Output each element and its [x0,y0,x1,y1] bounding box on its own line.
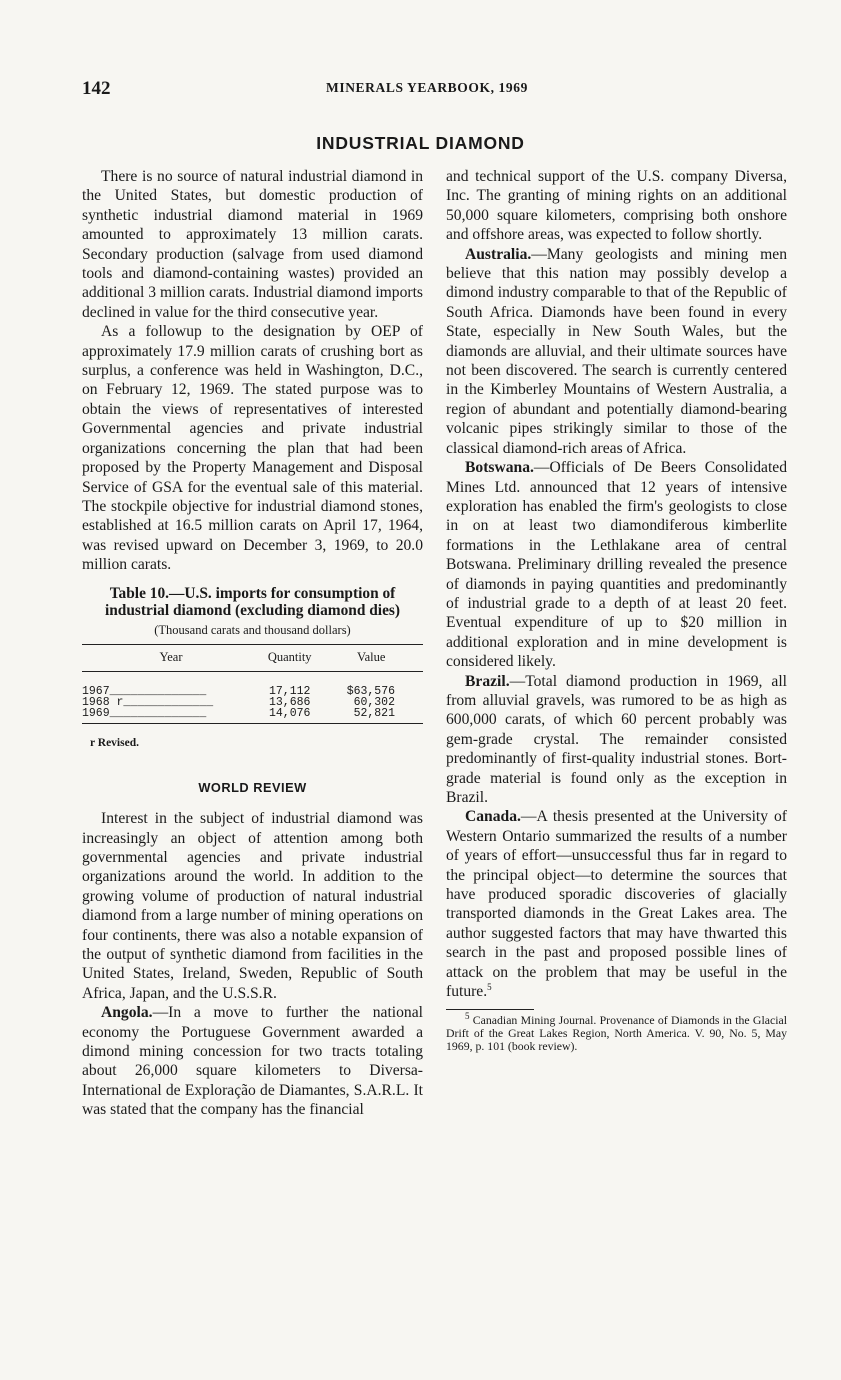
table-header-year: Year [82,644,260,671]
australia-text: —Many geologists and mining men believe that this nation may possibly develop a dimond industry comparable to that of the Republic of South Africa. Diamonds have been found in every State, especially in New South Wales, but the diamonds are alluvial, and their ultimate sources have not been discovered. The search is currently centered in the Kimberley Mountains of Western Australia, a region of abundant and potentially diamond-bearing volcanic pipes strikingly similar to those of the classical diamond-rich areas of Africa. [446,245,787,457]
page-number: 142 [82,78,111,99]
table-row [82,708,423,724]
stockpile-paragraph: As a followup to the designation by OEP of approximately 17.9 million carats of crushing bort as surplus, a conference was held in Washington, D.C., on February 12, 1969. The stated purpose was to obtain the views of representatives of interested Governmental agencies and private industrial organizations concerning the plan that had been proposed by the Property Management and Disposal Service of GSA for the eventual sale of this material. The stockpile objective for industrial diamond stones, established at 16.5 million carats on April 17, 1964, was revised upward on December 3, 1969, to 20.0 million carats. [82,323,423,574]
table-header-value: Value [319,644,423,671]
footnote [446,1011,787,1053]
botswana-paragraph [446,458,787,671]
canada-heading: Canada. [465,808,521,826]
intro-paragraph: There is no source of natural industrial diamond in the United States, but domestic production of synthetic industrial diamond material in 1969 amounted to approximately 13 million carats. Secondary production (salvage from used diamond tools and diamond-containing wastes) provided an additional 3 million carats. Industrial diamond imports declined in value for the third consecutive year. [82,168,423,321]
brazil-paragraph [446,672,787,808]
row-year: 1968 r_____________ [82,696,214,710]
botswana-text: —Officials of De Beers Consolidated Mines Ltd. announced that 12 years of intensive exploration has enabled the firm's geologists to close in on at least two diamondiferous kimberlite formations in the Lethlakane area of central Botswana. Preliminary drilling revealed the presence of diamonds in paying quantities and predominantly of industrial grade to a depth of at least 20 feet. Eventual expenditure of up to $20 million in additional exploration and in mine development is considered likely. [446,459,787,671]
right-column [446,167,787,1052]
footnote-text: Canadian Mining Journal. Provenance of Diamonds in the Glacial Drift of the Great Lakes Region, North America. V. 90, No. 5, May 1969, p. 101 (book review). [446,1013,787,1053]
row-quantity: 13,686 [268,696,311,710]
angola-continued: and technical support of the U.S. company Diversa, Inc. The granting of mining rights on an additional 50,000 square kilometers, comprising both onshore and offshore areas, was expected to follow shortly. [446,168,787,244]
brazil-text: —Total diamond production in 1969, all from alluvial gravels, was rumored to be as high as 600,000 carats, of which 60 percent probably was gem-grade crystal. The remainder consisted predominantly of first-quality industrial stones. Bort-grade material is found only as the exception in Brazil. [446,672,787,806]
angola-paragraph [82,1003,423,1119]
canada-paragraph [446,807,787,1001]
table-note: r Revised. [90,737,139,750]
world-review-heading: WORLD REVIEW [198,779,307,795]
botswana-heading: Botswana. [465,459,534,477]
table-header-quantity: Quantity [260,644,319,671]
row-year: 1967______________ [82,685,207,699]
table-title: Table 10.—U.S. imports for consumption of industrial diamond (excluding diamond dies) [104,584,401,619]
row-year: 1969______________ [82,708,260,724]
brazil-heading: Brazil. [465,672,510,690]
imports-table [82,644,423,724]
footnote-reference: 5 [487,981,492,992]
angola-heading: Angola. [101,1004,153,1022]
table-row [82,672,423,698]
article-title: INDUSTRIAL DIAMOND [316,133,525,153]
running-title: MINERALS YEARBOOK, 1969 [326,80,528,95]
australia-paragraph [446,245,787,458]
canada-text: —A thesis presented at the University of Western Ontario summarized the results of a number of years of effort—unsuccessful thus far in regard to the principal object—to determine the sources that have produced sporadic discoveries of glacially transported diamonds in the Great Lakes area. The author suggested factors that may have thwarted this search in the past and proposed possible lines of attack on the problem that may be useful in the future. [446,808,787,1001]
row-value: 60,302 [353,696,395,710]
table-units: (Thousand carats and thousand dollars) [154,622,351,637]
world-review-paragraph: Interest in the subject of industrial diamond was increasingly an object of attention among both governmental agencies and private industrial organizations around the world. In addition to the growing volume of production of natural industrial diamond from a large number of mining operations on four continents, there was also a notable expansion of the output of synthetic diamond from facilities in the United States, Ireland, Sweden, Republic of South Africa, Japan, and the U.S.S.R. [82,810,423,1002]
australia-heading: Australia. [465,245,532,263]
left-column [82,167,423,1120]
row-quantity: 17,112 [268,685,311,699]
footnote-mark: 5 [465,1011,470,1022]
row-value: 52,821 [319,708,423,724]
angola-text: —In a move to further the national economy the Portuguese Government awarded a dimond mining concession for two tracts totaling about 26,000 square kilometers to Diversa-International de Exploração de Diamantes, S.A.R.L. It was stated that the company has the financial [82,1004,423,1119]
footnote-rule [446,1009,534,1010]
row-value: $63,576 [346,685,395,699]
row-quantity: 14,076 [260,708,319,724]
